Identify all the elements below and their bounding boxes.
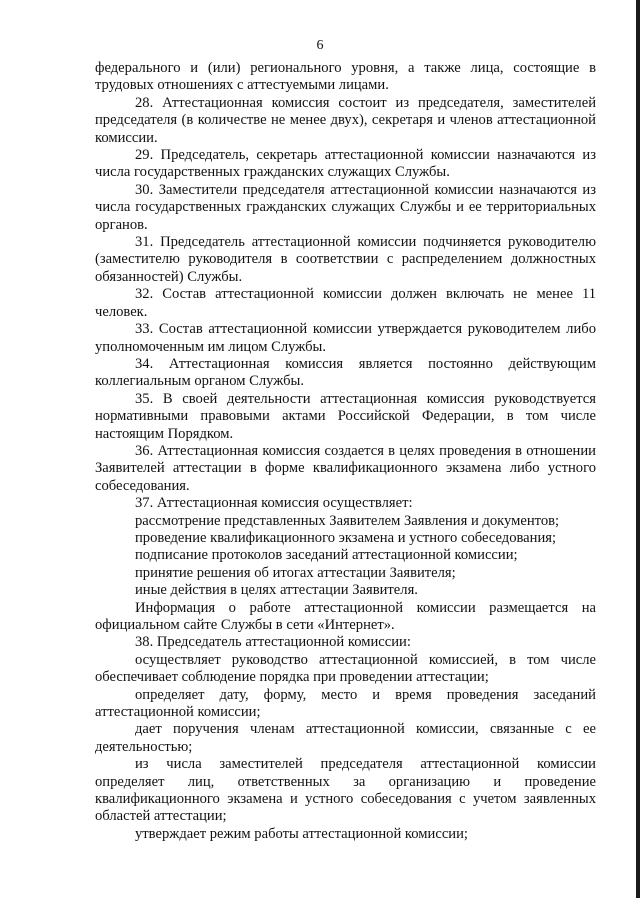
- list-item: осуществляет руководство аттестационной комиссией, в том числе обеспечивает соблюдение порядка при проведении аттестации;: [95, 651, 596, 686]
- paragraph: федерального и (или) регионального уровня, а также лица, состоящие в трудовых отношениях с аттестуемыми лицами.: [95, 60, 596, 94]
- document-text: [95, 60, 596, 843]
- list-item: иные действия в целях аттестации Заявителя.: [135, 582, 418, 599]
- paragraph-information: Информация о работе аттестационной комиссии размещается на официальном сайте Службы в сети «Интернет».: [95, 599, 596, 633]
- list-item: рассмотрение представленных Заявителем Заявления и документов;: [135, 512, 560, 529]
- paragraph-32: 32. Состав аттестационной комиссии должен включать не менее 11 человек.: [95, 286, 596, 320]
- list-item: принятие решения об итогах аттестации Заявителя;: [135, 564, 456, 581]
- paragraph-34: 34. Аттестационная комиссия является постоянно действующим коллегиальным органом Службы.: [95, 355, 596, 390]
- paragraph-28: 28. Аттестационная комиссия состоит из председателя, заместителей председателя (в количестве не менее двух), секретаря и членов аттестационной комиссии.: [95, 94, 596, 146]
- list-item: подписание протоколов заседаний аттестационной комиссии;: [135, 547, 518, 564]
- list-item: из числа заместителей председателя аттестационной комиссии определяет лиц, ответственных за организацию и проведение квалификационного экзамена и устного собеседования с учетом заявленных областей аттестации;: [95, 756, 596, 825]
- list-item: утверждает режим работы аттестационной комиссии;: [135, 825, 468, 842]
- list-item: определяет дату, форму, место и время проведения заседаний аттестационной комиссии;: [95, 686, 596, 721]
- list-item: проведение квалификационного экзамена и устного собеседования;: [135, 529, 557, 546]
- page-number: 6: [316, 38, 324, 53]
- paragraph-35: 35. В своей деятельности аттестационная комиссия руководствуется нормативными правовыми актами Российской Федерации, в том числе настоящим Порядком.: [95, 390, 596, 442]
- paragraph-30: 30. Заместители председателя аттестационной комиссии назначаются из числа государственных гражданских служащих Службы и ее территориальных органов.: [95, 181, 596, 233]
- paragraph-29: 29. Председатель, секретарь аттестационной комиссии назначаются из числа государственных гражданских служащих Службы.: [95, 147, 596, 181]
- scan-edge: [636, 0, 640, 898]
- paragraph-36: 36. Аттестационная комиссия создается в целях проведения в отношении Заявителей аттестации в форме квалификационного экзамена либо устного собеседования.: [95, 442, 596, 494]
- paragraph-38: 38. Председатель аттестационной комиссии:: [135, 634, 411, 651]
- paragraph-33: 33. Состав аттестационной комиссии утверждается руководителем либо уполномоченным им лицом Службы.: [95, 321, 596, 355]
- list-item: дает поручения членам аттестационной комиссии, связанные с ее деятельностью;: [95, 721, 596, 755]
- paragraph-37: 37. Аттестационная комиссия осуществляет:: [135, 495, 413, 512]
- paragraph-31: 31. Председатель аттестационной комиссии подчиняется руководителю (заместителю руководителя в соответствии с распределением должностных обязанностей) Службы.: [95, 234, 596, 285]
